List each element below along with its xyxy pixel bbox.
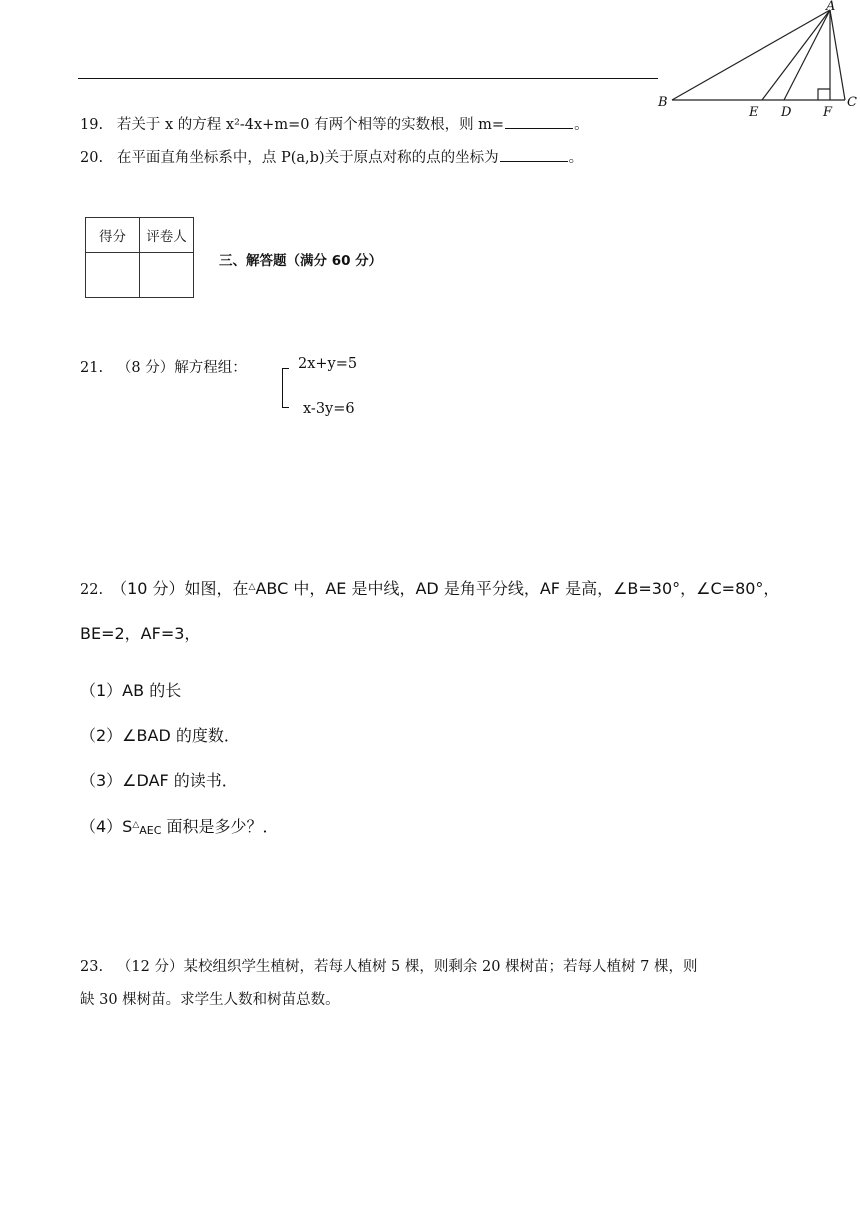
q21-number: 21.	[80, 360, 104, 376]
segment-ac	[830, 10, 845, 100]
segment-ae	[762, 10, 830, 100]
triangle-figure	[650, 0, 860, 122]
grader-header: 评卷人	[140, 218, 194, 253]
q23-number: 23.	[80, 959, 104, 975]
q22-sub-4	[80, 814, 279, 837]
q19-number: 19.	[80, 117, 104, 133]
q21-text: （8 分）解方程组：	[116, 360, 247, 376]
label-b: B	[658, 95, 668, 110]
question-21	[80, 356, 247, 377]
q21-equation-2: x-3y=6	[303, 401, 355, 417]
score-cell[interactable]	[86, 253, 140, 298]
label-f: F	[823, 105, 833, 120]
q22-sub-1: （1）AB 的长	[80, 681, 182, 700]
q20-answer-blank[interactable]	[500, 147, 568, 162]
q23-line-2: 缺 30 棵树苗。求学生人数和树苗总数。	[80, 992, 340, 1008]
triangle-symbol: △	[248, 582, 256, 592]
q20-text-end: 。	[568, 150, 584, 166]
segment-ab	[672, 10, 830, 100]
header-rule	[78, 78, 658, 79]
equation-brace	[282, 368, 289, 408]
right-angle-mark	[818, 89, 830, 100]
q22-line-2: BE=2，AF=3，	[80, 624, 201, 643]
question-22	[80, 576, 779, 599]
q22-text-a: （10 分）如图，在	[111, 579, 249, 598]
score-header: 得分	[86, 218, 140, 253]
q22-sub-3: （3）∠DAF 的读书．	[80, 771, 238, 790]
score-table	[85, 217, 194, 298]
q19-text: 若关于 x 的方程 x²-4x+m=0 有两个相等的实数根，则 m=	[116, 117, 505, 133]
q22-text-b: ABC 中，AE 是中线，AD 是角平分线，AF 是高，∠B=30°，∠C=80°，	[255, 579, 780, 598]
q22-sub-2: （2）∠BAD 的度数．	[80, 726, 240, 745]
question-23	[80, 955, 698, 976]
label-c: C	[847, 95, 857, 110]
question-19	[80, 113, 589, 134]
q22-sub-4-a: （4）S	[80, 817, 133, 836]
triangle-symbol-small: △	[132, 820, 140, 830]
q22-number: 22.	[80, 582, 104, 598]
q23-line-1: （12 分）某校组织学生植树，若每人植树 5 棵，则剩余 20 棵树苗；若每人植树 7 棵，则	[116, 959, 698, 975]
section-3-title: 三、解答题（满分 60 分）	[219, 253, 383, 269]
q19-text-end: 。	[574, 117, 589, 133]
q20-text: 在平面直角坐标系中，点 P(a,b)关于原点对称的点的坐标为	[116, 150, 499, 166]
q21-equation-1: 2x+y=5	[298, 356, 358, 372]
label-d: D	[781, 105, 792, 120]
label-e: E	[749, 105, 759, 120]
q20-number: 20.	[80, 150, 104, 166]
grader-cell[interactable]	[140, 253, 194, 298]
q19-answer-blank[interactable]	[505, 114, 573, 129]
question-20	[80, 146, 583, 167]
q22-sub-4-b: 面积是多少？．	[161, 817, 279, 836]
label-a: A	[826, 0, 836, 14]
q22-sub-4-subscript: AEC	[139, 824, 162, 837]
